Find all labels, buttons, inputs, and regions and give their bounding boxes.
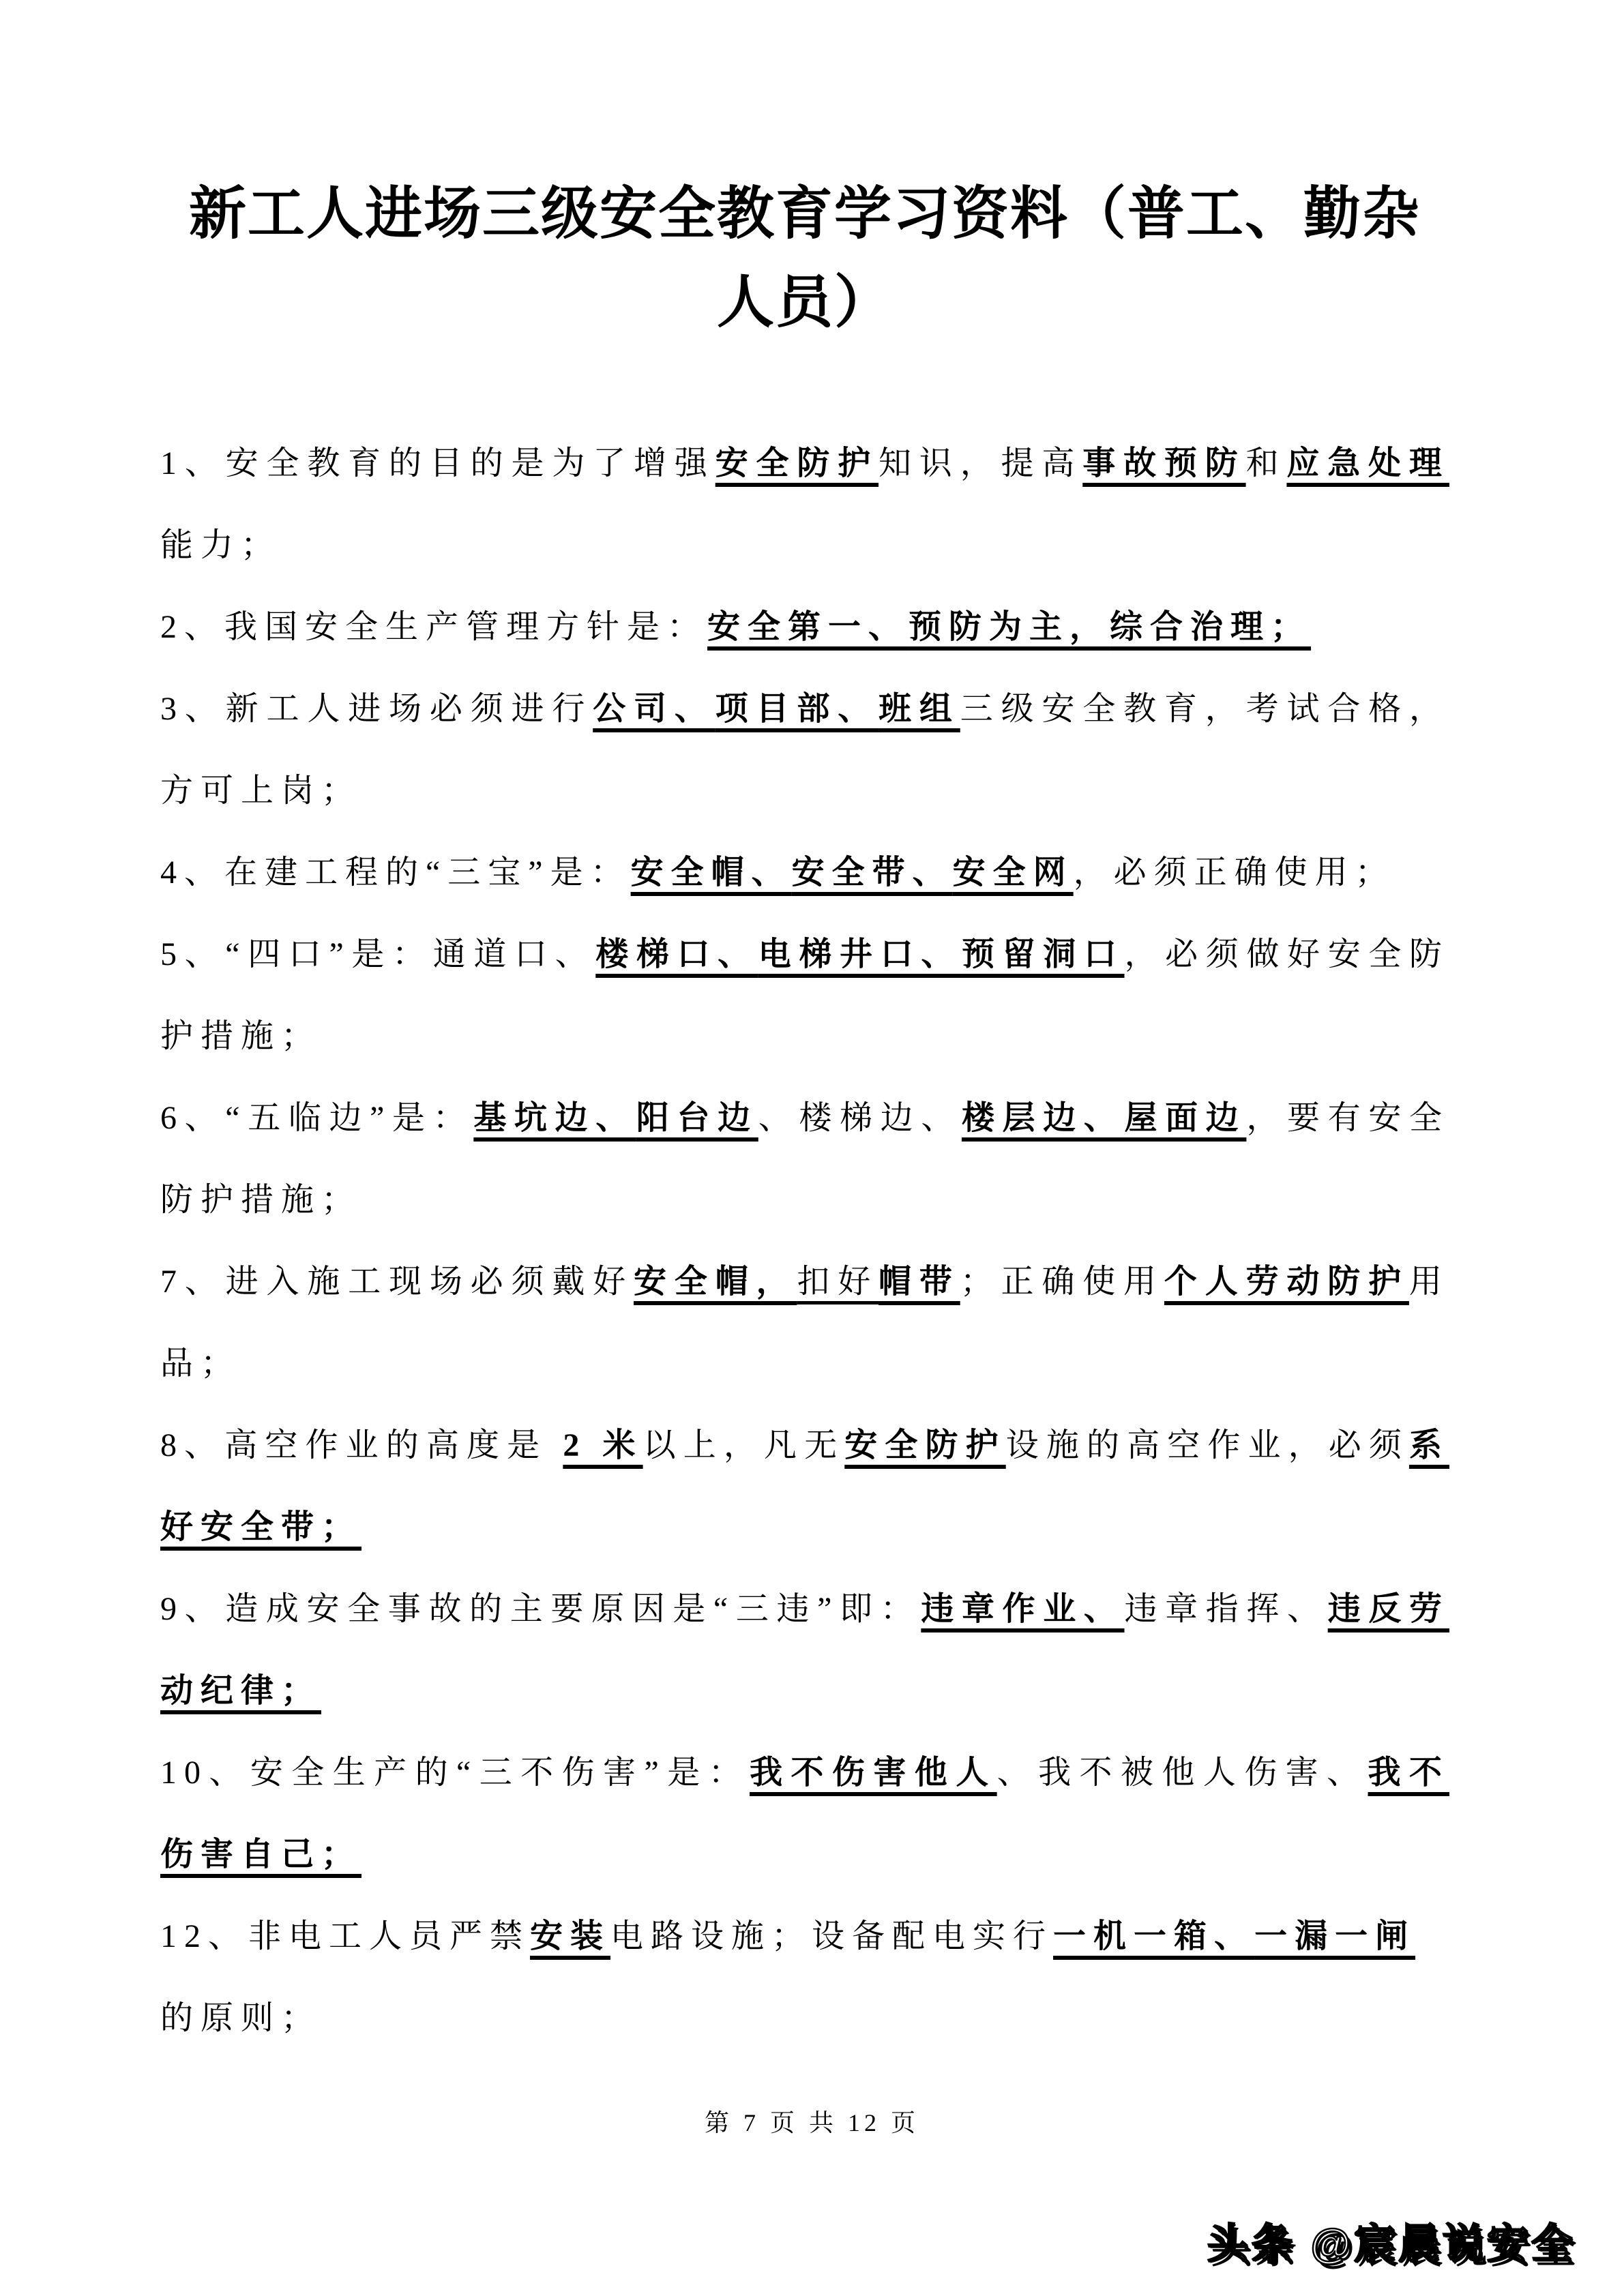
key-term: 综合治理； [1110,609,1312,645]
paragraph [160,1077,1449,1241]
title-line-2: 人员） [716,271,893,335]
text-run: 电路设施；设备配电实行 [610,1918,1054,1954]
paragraph [160,1896,1449,2059]
key-term: 事故预防 [1082,445,1246,481]
paragraph [160,1732,1449,1896]
paragraph [160,1568,1449,1732]
text-run: 2、我国安全生产管理方针是： [160,609,708,645]
text-run: 9、造成安全事故的主要原因是“三违”即： [160,1591,921,1627]
key-term: 楼层边、 [961,1100,1125,1136]
text-run: 和 [1245,445,1287,481]
key-term: 一漏一闸 [1254,1918,1416,1954]
key-term: 帽带 [879,1264,960,1300]
key-term: 电梯井口、 [758,936,962,972]
paragraph [160,668,1449,832]
key-term: 安全防护 [844,1427,1006,1463]
key-term: 安全帽、 [630,854,792,891]
text-run: ，必须正确使用； [1073,854,1396,891]
paragraph [160,914,1449,1077]
text-run: 、我不被他人伤害、 [996,1755,1368,1791]
document-body [160,423,1449,2059]
key-term: 安装 [530,1918,611,1954]
text-run: ；正确使用 [960,1264,1164,1300]
key-term: 安全第一、 [707,609,909,645]
key-term: 个人劳动防护 [1164,1264,1409,1300]
key-term: 安全带、 [791,854,953,891]
paragraph [160,1241,1449,1405]
paragraph [160,832,1449,914]
text-run: 12、非电工人员严禁 [160,1918,531,1954]
text-run: 7、进入施工现场必须戴好 [160,1264,634,1300]
key-term: 基坑边、 [473,1100,636,1136]
key-term: 我不伤害他人 [750,1755,997,1791]
key-term: 应急处理 [1286,445,1449,481]
text-run: 设施的高空作业，必须 [1005,1427,1409,1463]
text-run: 10、安全生产的“三不伤害”是： [160,1755,750,1791]
page-number: 第 7 页 共 12 页 [704,2109,919,2136]
text-run: 1、安全教育的目的是为了增强 [160,445,715,481]
text-run: 知识，提高 [879,445,1083,481]
title-line-1: 新工人进场三级安全教育学习资料（普工、勤杂 [188,183,1421,246]
key-term: 安全网 [952,854,1074,891]
key-term: 项目部、 [715,691,879,727]
key-term: 违章作业、 [921,1591,1125,1627]
text-run: 3、新工人进场必须进行 [160,691,593,727]
text-run: 的原则； [160,2000,322,2036]
text-run: 4、在建工程的“三宝”是： [160,854,631,891]
text-run: 以上，凡无 [643,1427,845,1463]
text-run: 用品； [160,1264,1449,1382]
key-term: 安全帽， [634,1264,797,1300]
paragraph [160,1405,1449,1568]
text-run: 6、“五临边”是： [160,1100,474,1136]
key-term: 我不伤害自己； [160,1755,1449,1873]
key-term: 预留洞口 [961,936,1125,972]
key-term: 预防为主， [909,609,1110,645]
page-title [160,170,1449,348]
text-run: ，必须做好安全防护措施； [160,936,1449,1054]
key-term: 屋面边 [1124,1100,1247,1136]
toutiao-watermark: 头条 @宸晨说安全 [1207,2221,1576,2267]
text-run: 能力； [160,527,282,563]
key-term: 安全防护 [715,445,879,481]
text-run: 、楼梯边、 [758,1100,962,1136]
key-term: 公司、 [593,691,715,727]
key-term: 2 米 [563,1427,643,1463]
key-term: 违反劳动纪律； [160,1591,1449,1709]
text-run: 违章指挥、 [1124,1591,1328,1627]
text-run: ，要有安全防护措施； [160,1100,1449,1218]
key-term: 楼梯口、 [595,936,758,972]
text-run: 5、“四口”是：通道口、 [160,936,596,972]
paragraph [160,423,1449,586]
key-term: 扣好 [797,1264,879,1300]
text-run: 三级安全教育，考试合格，方可上岗； [160,691,1449,809]
key-term: 阳台边 [636,1100,758,1136]
key-term: 班组 [879,691,960,727]
text-run: 8、高空作业的高度是 [160,1427,563,1463]
key-term: 系好安全带； [160,1427,1449,1545]
paragraph [160,586,1449,668]
key-term: 一机一箱、 [1053,1918,1255,1954]
